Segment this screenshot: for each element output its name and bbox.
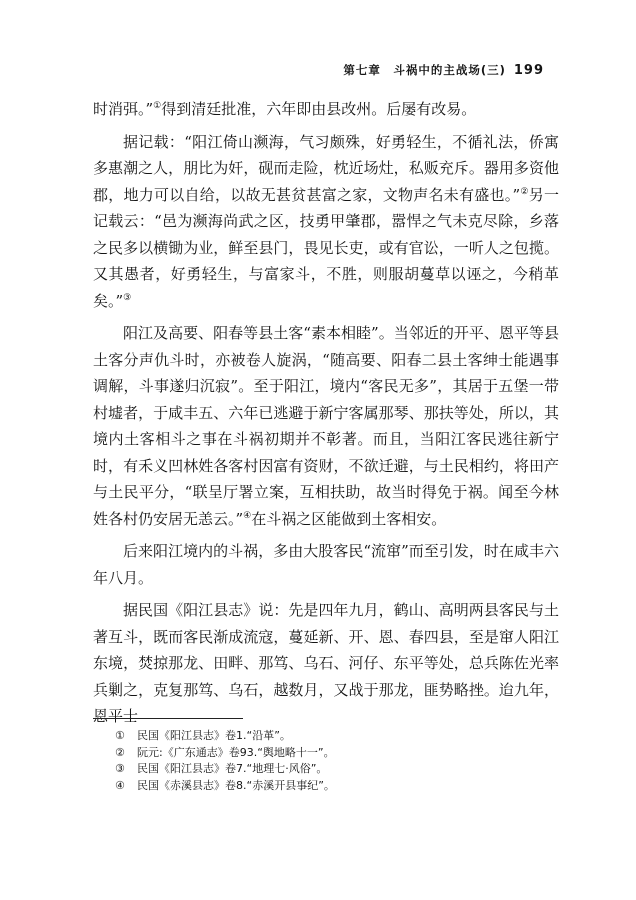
paragraph: 据民国《阳江县志》说：先是四年九月，鹤山、高明两县客民与土著互斗，既而客民渐成流寇，蔓延新、开、恩、春四县，至是窜人阳江东境，焚掠那龙、田畔、那笃、乌石、河仔、东平等处，总兵陈佐光率兵剿之，克复那笃、乌石，越数月，又战于那龙，匪势略挫。迨九年，恩平士: [93, 601, 559, 725]
chapter-title: 第七章 斗祸中的主战场(三): [343, 63, 506, 77]
footnote: ③ 民国《阳江县志》卷7.“地理七·风俗”。: [115, 762, 328, 775]
body-text: [93, 96, 559, 736]
paragraph: 阳江及高要、阳春等县土客“素本相睦”。当邻近的开平、恩平等县土客分声仇斗时，亦被卷人旋涡，“随高要、阳春二县土客绅士能遇事调解，斗事遂归沉寂”。至于阳江，境内“客民无多”，其居于五堡一带村墟者，于咸丰五、六年已逃避于新宁客属那琴、那扶等处，所以，其境内土客相斗之事在斗祸初期并不彰著。而且，当阳江客民逃往新宁时，有禾义凹林姓各客村因富有资财，不欲迁避，与土民相约，将田产与土民平分，“联呈厅署立案，互相扶助，故当时得免于祸。闻至今林姓各村仍安居无恙云。”④在斗祸之区能做到土客相安。: [93, 324, 559, 528]
footnote-divider: [93, 718, 243, 719]
footnote-ref: ②: [520, 186, 529, 197]
footnote-ref: ①: [153, 101, 162, 111]
footnote: ① 民国《阳江县志》卷1.“沿革”。: [115, 729, 291, 742]
footnote-ref: ④: [243, 510, 252, 521]
footnote: ④ 民国《赤溪县志》卷8.“赤溪开县事纪”。: [115, 778, 335, 792]
footnote: ② 阮元:《广东通志》卷93.“舆地略十一”。: [115, 745, 335, 759]
running-header: [343, 62, 544, 78]
paragraph: 时消弭。”①得到清廷批准，六年即由县改州。后屡有改易。: [93, 100, 477, 118]
paragraph: 据记载：“阳江倚山濒海，气习颇殊，好勇轻生，不循礼法，侨寓多惠潮之人，朋比为奸，砚而走险，枕近场灶，私贩充斥。器用多资他郡，地力可以自给，以故无甚贫甚富之家，文物声名未有盛也。”②另一记载云：“邑为濒海尚武之区，技勇甲肇郡，嚣悍之气未克尽除，乡落之民多以横锄为业，鲜至县门，畏见长吏，或有官讼，一听人之包揽。又其愚者，好勇轻生，与富家斗，不胜，则服胡蔓草以诬之，今稍革矣。”③: [93, 132, 560, 310]
footnotes: [115, 728, 335, 794]
page-number: 199: [513, 63, 544, 78]
paragraph: 后来阳江境内的斗祸，多由大股客民“流窜”而至引发，时在咸丰六年八月。: [93, 542, 559, 587]
footnote-ref: ③: [123, 292, 132, 303]
